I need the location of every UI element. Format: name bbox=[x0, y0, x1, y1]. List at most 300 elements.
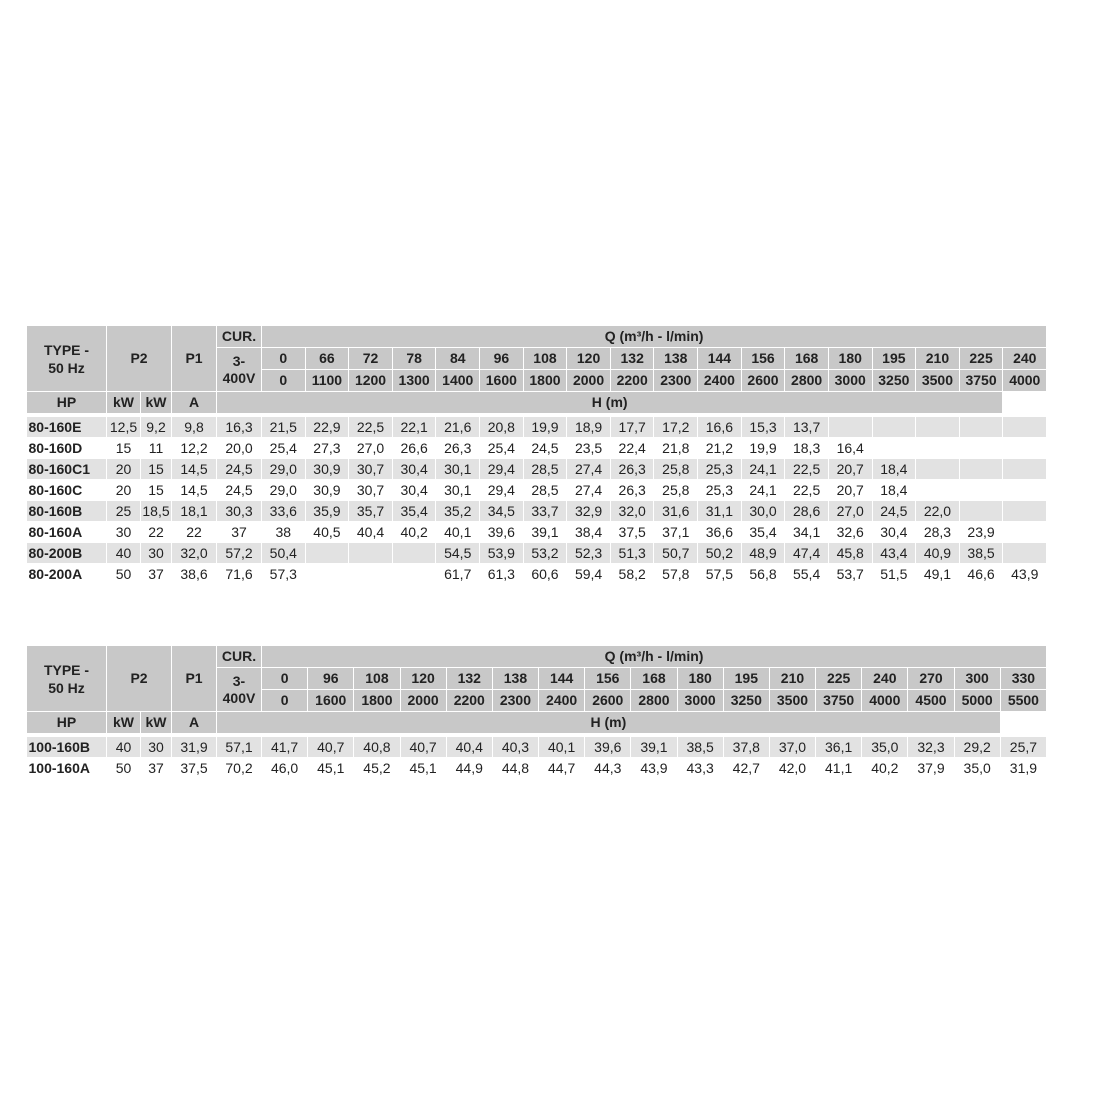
q-lmin-cell: 3250 bbox=[723, 690, 769, 712]
head-cell: 37,9 bbox=[908, 758, 954, 779]
kw-header: kW bbox=[107, 392, 141, 414]
q-m3h-cell: 96 bbox=[308, 668, 354, 690]
amp-cell: 24,5 bbox=[217, 459, 262, 480]
p1-cell: 9,8 bbox=[172, 417, 217, 438]
q-m3h-cell: 270 bbox=[908, 668, 954, 690]
q-m3h-cell: 138 bbox=[654, 348, 698, 370]
head-cell: 34,1 bbox=[785, 522, 829, 543]
head-cell: 43,3 bbox=[677, 758, 723, 779]
q-m3h-cell: 138 bbox=[492, 668, 538, 690]
q-m3h-cell: 168 bbox=[631, 668, 677, 690]
head-cell: 36,6 bbox=[698, 522, 742, 543]
q-lmin-cell: 2300 bbox=[654, 370, 698, 392]
head-cell: 55,4 bbox=[785, 564, 829, 585]
head-cell: 24,1 bbox=[741, 459, 785, 480]
head-cell: 19,9 bbox=[523, 417, 567, 438]
p1-kw-header: kW bbox=[141, 392, 172, 414]
head-cell bbox=[349, 564, 393, 585]
head-cell: 22,9 bbox=[305, 417, 349, 438]
head-cell bbox=[1003, 459, 1047, 480]
head-cell: 24,1 bbox=[741, 480, 785, 501]
head-cell bbox=[305, 543, 349, 564]
head-cell: 22,5 bbox=[785, 459, 829, 480]
head-cell: 18,9 bbox=[567, 417, 611, 438]
kw-cell: 22 bbox=[141, 522, 172, 543]
model-cell: 80-160B bbox=[27, 501, 107, 522]
head-cell: 30,1 bbox=[436, 480, 480, 501]
q-m3h-cell: 240 bbox=[862, 668, 908, 690]
head-cell: 57,8 bbox=[654, 564, 698, 585]
head-cell: 44,7 bbox=[539, 758, 585, 779]
head-cell: 40,2 bbox=[862, 758, 908, 779]
voltage-value: 400V bbox=[222, 689, 256, 706]
head-cell: 48,9 bbox=[741, 543, 785, 564]
q-lmin-cell: 3750 bbox=[959, 370, 1003, 392]
head-cell: 23,5 bbox=[567, 438, 611, 459]
head-cell: 28,5 bbox=[523, 480, 567, 501]
hp-cell: 12,5 bbox=[107, 417, 141, 438]
head-cell bbox=[1003, 501, 1047, 522]
q-lmin-cell: 2400 bbox=[539, 690, 585, 712]
head-cell: 25,8 bbox=[654, 459, 698, 480]
kw-cell: 37 bbox=[141, 564, 172, 585]
head-cell: 36,1 bbox=[816, 737, 862, 758]
model-cell: 100-160A bbox=[27, 758, 107, 779]
kw-cell: 37 bbox=[141, 758, 172, 779]
head-cell bbox=[916, 480, 960, 501]
q-m3h-cell: 96 bbox=[480, 348, 524, 370]
kw-cell: 15 bbox=[141, 480, 172, 501]
head-cell bbox=[959, 459, 1003, 480]
head-cell: 53,2 bbox=[523, 543, 567, 564]
head-cell: 19,9 bbox=[741, 438, 785, 459]
head-cell bbox=[872, 438, 916, 459]
cur-header: CUR. bbox=[217, 646, 262, 668]
hp-cell: 25 bbox=[107, 501, 141, 522]
head-cell: 21,6 bbox=[436, 417, 480, 438]
head-cell: 33,7 bbox=[523, 501, 567, 522]
model-cell: 80-160C1 bbox=[27, 459, 107, 480]
amp-cell: 20,0 bbox=[217, 438, 262, 459]
q-lmin-cell: 5500 bbox=[1000, 690, 1046, 712]
kw-cell: 30 bbox=[141, 543, 172, 564]
head-cell bbox=[1003, 438, 1047, 459]
head-cell: 45,1 bbox=[308, 758, 354, 779]
head-cell: 17,2 bbox=[654, 417, 698, 438]
head-cell: 57,3 bbox=[262, 564, 306, 585]
head-cell: 44,8 bbox=[492, 758, 538, 779]
table-row bbox=[27, 417, 1047, 438]
head-cell: 50,4 bbox=[262, 543, 306, 564]
q-lmin-cell: 3000 bbox=[677, 690, 723, 712]
head-cell: 21,8 bbox=[654, 438, 698, 459]
head-cell: 56,8 bbox=[741, 564, 785, 585]
head-cell: 58,2 bbox=[610, 564, 654, 585]
amp-header: A bbox=[172, 712, 217, 734]
hp-cell: 20 bbox=[107, 459, 141, 480]
q-lmin-cell: 1300 bbox=[392, 370, 436, 392]
head-cell: 22,5 bbox=[349, 417, 393, 438]
type-header bbox=[27, 326, 107, 392]
q-lmin-cell: 4000 bbox=[1003, 370, 1047, 392]
amp-cell: 71,6 bbox=[217, 564, 262, 585]
model-cell: 80-160E bbox=[27, 417, 107, 438]
q-m3h-cell: 108 bbox=[523, 348, 567, 370]
q-lmin-cell: 2800 bbox=[631, 690, 677, 712]
q-lmin-cell: 1100 bbox=[305, 370, 349, 392]
q-lmin-cell: 3500 bbox=[916, 370, 960, 392]
head-cell: 35,4 bbox=[392, 501, 436, 522]
hp-cell: 30 bbox=[107, 522, 141, 543]
performance-table-100 bbox=[26, 645, 1047, 779]
head-cell: 61,3 bbox=[480, 564, 524, 585]
head-cell: 46,6 bbox=[959, 564, 1003, 585]
head-cell: 50,7 bbox=[654, 543, 698, 564]
q-lmin-cell: 1600 bbox=[480, 370, 524, 392]
q-m3h-cell: 0 bbox=[262, 668, 308, 690]
head-cell bbox=[1003, 417, 1047, 438]
head-cell: 45,8 bbox=[828, 543, 872, 564]
head-cell: 40,7 bbox=[400, 737, 446, 758]
head-cell: 35,4 bbox=[741, 522, 785, 543]
q-m3h-cell: 78 bbox=[392, 348, 436, 370]
head-cell: 29,4 bbox=[480, 480, 524, 501]
hp-header: HP bbox=[27, 712, 107, 734]
head-cell: 35,7 bbox=[349, 501, 393, 522]
head-cell: 32,3 bbox=[908, 737, 954, 758]
head-cell: 27,0 bbox=[349, 438, 393, 459]
head-cell: 39,1 bbox=[523, 522, 567, 543]
head-cell: 15,3 bbox=[741, 417, 785, 438]
q-m3h-cell: 66 bbox=[305, 348, 349, 370]
head-cell: 35,0 bbox=[954, 758, 1000, 779]
table-row bbox=[27, 522, 1047, 543]
kw-cell: 30 bbox=[141, 737, 172, 758]
q-lmin-cell: 2000 bbox=[567, 370, 611, 392]
head-cell: 20,7 bbox=[828, 459, 872, 480]
head-cell: 32,9 bbox=[567, 501, 611, 522]
head-cell: 20,7 bbox=[828, 480, 872, 501]
head-cell: 37,5 bbox=[610, 522, 654, 543]
head-cell: 45,1 bbox=[400, 758, 446, 779]
q-lmin-cell: 3500 bbox=[769, 690, 815, 712]
hp-cell: 50 bbox=[107, 758, 141, 779]
q-m3h-cell: 72 bbox=[349, 348, 393, 370]
head-cell: 34,5 bbox=[480, 501, 524, 522]
table-row bbox=[27, 758, 1047, 779]
head-cell: 39,6 bbox=[480, 522, 524, 543]
head-cell: 30,9 bbox=[305, 459, 349, 480]
head-cell: 40,8 bbox=[354, 737, 400, 758]
head-cell: 39,6 bbox=[585, 737, 631, 758]
head-cell: 25,4 bbox=[262, 438, 306, 459]
header-row-1 bbox=[27, 646, 1047, 668]
head-cell: 46,0 bbox=[262, 758, 308, 779]
head-cell: 40,1 bbox=[539, 737, 585, 758]
head-cell: 31,6 bbox=[654, 501, 698, 522]
table-row bbox=[27, 459, 1047, 480]
head-cell: 40,7 bbox=[308, 737, 354, 758]
head-cell bbox=[959, 438, 1003, 459]
head-cell: 37,8 bbox=[723, 737, 769, 758]
hp-cell: 20 bbox=[107, 480, 141, 501]
table-row bbox=[27, 564, 1047, 585]
head-cell: 30,9 bbox=[305, 480, 349, 501]
voltage-header bbox=[217, 348, 262, 392]
table-1-header bbox=[27, 326, 1047, 414]
head-cell: 30,7 bbox=[349, 480, 393, 501]
head-cell: 25,3 bbox=[698, 480, 742, 501]
p2-header: P2 bbox=[107, 646, 172, 712]
p1-cell: 31,9 bbox=[172, 737, 217, 758]
head-cell bbox=[916, 438, 960, 459]
h-header: H (m) bbox=[217, 392, 1003, 414]
voltage-value: 400V bbox=[222, 369, 256, 386]
head-cell: 26,6 bbox=[392, 438, 436, 459]
head-cell bbox=[392, 543, 436, 564]
head-cell: 51,3 bbox=[610, 543, 654, 564]
header-row-1 bbox=[27, 326, 1047, 348]
head-cell: 40,5 bbox=[305, 522, 349, 543]
amp-cell: 24,5 bbox=[217, 480, 262, 501]
voltage-phase: 3- bbox=[232, 672, 246, 689]
head-cell: 30,7 bbox=[349, 459, 393, 480]
head-cell: 53,9 bbox=[480, 543, 524, 564]
hp-header: HP bbox=[27, 392, 107, 414]
cur-header: CUR. bbox=[217, 326, 262, 348]
head-cell: 50,2 bbox=[698, 543, 742, 564]
p1-cell: 37,5 bbox=[172, 758, 217, 779]
head-cell: 16,6 bbox=[698, 417, 742, 438]
hp-cell: 50 bbox=[107, 564, 141, 585]
p1-cell: 14,5 bbox=[172, 459, 217, 480]
q-lmin-cell: 2400 bbox=[698, 370, 742, 392]
model-cell: 100-160B bbox=[27, 737, 107, 758]
kw-cell: 11 bbox=[141, 438, 172, 459]
kw-cell: 15 bbox=[141, 459, 172, 480]
head-cell: 23,9 bbox=[959, 522, 1003, 543]
head-cell: 27,0 bbox=[828, 501, 872, 522]
model-cell: 80-160A bbox=[27, 522, 107, 543]
head-cell: 21,2 bbox=[698, 438, 742, 459]
q-m3h-cell: 300 bbox=[954, 668, 1000, 690]
p1-cell: 32,0 bbox=[172, 543, 217, 564]
head-cell: 43,4 bbox=[872, 543, 916, 564]
head-cell bbox=[392, 564, 436, 585]
head-cell: 38,4 bbox=[567, 522, 611, 543]
head-cell: 25,3 bbox=[698, 459, 742, 480]
table-2-body bbox=[27, 734, 1047, 779]
q-lmin-cell: 3250 bbox=[872, 370, 916, 392]
head-cell: 30,4 bbox=[392, 459, 436, 480]
q-lmin-cell: 0 bbox=[262, 690, 308, 712]
type-header-label: TYPE - bbox=[43, 341, 90, 358]
head-cell: 29,0 bbox=[262, 459, 306, 480]
q-lmin-cell: 0 bbox=[262, 370, 306, 392]
q-m3h-cell: 195 bbox=[872, 348, 916, 370]
head-cell bbox=[305, 564, 349, 585]
model-cell: 80-200A bbox=[27, 564, 107, 585]
table-row bbox=[27, 737, 1047, 758]
head-cell bbox=[872, 417, 916, 438]
hp-cell: 15 bbox=[107, 438, 141, 459]
header-row-4 bbox=[27, 712, 1047, 734]
q-m3h-cell: 330 bbox=[1000, 668, 1046, 690]
head-cell: 45,2 bbox=[354, 758, 400, 779]
head-cell: 22,5 bbox=[785, 480, 829, 501]
p1-cell: 12,2 bbox=[172, 438, 217, 459]
head-cell: 24,5 bbox=[872, 501, 916, 522]
q-m3h-cell: 132 bbox=[446, 668, 492, 690]
table-row bbox=[27, 438, 1047, 459]
amp-cell: 16,3 bbox=[217, 417, 262, 438]
head-cell: 35,9 bbox=[305, 501, 349, 522]
head-cell: 26,3 bbox=[610, 480, 654, 501]
head-cell: 30,4 bbox=[392, 480, 436, 501]
amp-cell: 57,2 bbox=[217, 543, 262, 564]
q-m3h-cell: 225 bbox=[816, 668, 862, 690]
head-cell: 24,5 bbox=[523, 438, 567, 459]
q-m3h-cell: 180 bbox=[828, 348, 872, 370]
head-cell: 29,0 bbox=[262, 480, 306, 501]
q-lmin-cell: 2600 bbox=[585, 690, 631, 712]
head-cell: 25,4 bbox=[480, 438, 524, 459]
p1-cell: 38,6 bbox=[172, 564, 217, 585]
head-cell bbox=[1003, 480, 1047, 501]
head-cell bbox=[959, 417, 1003, 438]
q-lmin-cell: 4000 bbox=[862, 690, 908, 712]
head-cell bbox=[349, 543, 393, 564]
head-cell: 59,4 bbox=[567, 564, 611, 585]
voltage-phase: 3- bbox=[232, 352, 246, 369]
header-row-4 bbox=[27, 392, 1047, 414]
head-cell: 61,7 bbox=[436, 564, 480, 585]
model-cell: 80-160D bbox=[27, 438, 107, 459]
h-header: H (m) bbox=[217, 712, 1001, 734]
head-cell: 40,4 bbox=[446, 737, 492, 758]
model-cell: 80-200B bbox=[27, 543, 107, 564]
head-cell: 44,9 bbox=[446, 758, 492, 779]
q-m3h-cell: 210 bbox=[769, 668, 815, 690]
head-cell: 37,0 bbox=[769, 737, 815, 758]
table-2-header bbox=[27, 646, 1047, 734]
q-m3h-cell: 168 bbox=[785, 348, 829, 370]
head-cell: 49,1 bbox=[916, 564, 960, 585]
q-lmin-cell: 1600 bbox=[308, 690, 354, 712]
head-cell: 31,9 bbox=[1000, 758, 1046, 779]
amp-cell: 57,1 bbox=[217, 737, 262, 758]
q-m3h-cell: 108 bbox=[354, 668, 400, 690]
head-cell: 29,2 bbox=[954, 737, 1000, 758]
head-cell: 41,7 bbox=[262, 737, 308, 758]
kw-header: kW bbox=[107, 712, 141, 734]
head-cell: 54,5 bbox=[436, 543, 480, 564]
q-m3h-cell: 84 bbox=[436, 348, 480, 370]
head-cell: 31,1 bbox=[698, 501, 742, 522]
head-cell: 38,5 bbox=[677, 737, 723, 758]
head-cell: 27,4 bbox=[567, 480, 611, 501]
head-cell: 41,1 bbox=[816, 758, 862, 779]
p1-cell: 18,1 bbox=[172, 501, 217, 522]
type-header-hz: 50 Hz bbox=[48, 679, 85, 696]
p1-kw-header: kW bbox=[141, 712, 172, 734]
model-cell: 80-160C bbox=[27, 480, 107, 501]
head-cell: 32,0 bbox=[610, 501, 654, 522]
head-cell: 18,3 bbox=[785, 438, 829, 459]
head-cell: 28,5 bbox=[523, 459, 567, 480]
q-lmin-cell: 5000 bbox=[954, 690, 1000, 712]
head-cell: 44,3 bbox=[585, 758, 631, 779]
head-cell: 47,4 bbox=[785, 543, 829, 564]
head-cell: 40,2 bbox=[392, 522, 436, 543]
head-cell: 29,4 bbox=[480, 459, 524, 480]
q-m3h-cell: 156 bbox=[585, 668, 631, 690]
head-cell: 27,4 bbox=[567, 459, 611, 480]
q-m3h-cell: 144 bbox=[539, 668, 585, 690]
head-cell: 18,4 bbox=[872, 459, 916, 480]
head-cell: 57,5 bbox=[698, 564, 742, 585]
head-cell: 28,3 bbox=[916, 522, 960, 543]
head-cell: 30,0 bbox=[741, 501, 785, 522]
q-m3h-cell: 120 bbox=[567, 348, 611, 370]
head-cell: 22,0 bbox=[916, 501, 960, 522]
q-lmin-cell: 1800 bbox=[523, 370, 567, 392]
q-lmin-cell: 3000 bbox=[828, 370, 872, 392]
q-m3h-cell: 144 bbox=[698, 348, 742, 370]
head-cell: 22,1 bbox=[392, 417, 436, 438]
head-cell: 30,4 bbox=[872, 522, 916, 543]
q-lmin-cell: 1800 bbox=[354, 690, 400, 712]
q-lmin-cell: 2000 bbox=[400, 690, 446, 712]
head-cell bbox=[959, 480, 1003, 501]
q-header: Q (m³/h - l/min) bbox=[262, 646, 1047, 668]
head-cell bbox=[828, 417, 872, 438]
head-cell: 43,9 bbox=[1003, 564, 1047, 585]
q-m3h-cell: 156 bbox=[741, 348, 785, 370]
q-header: Q (m³/h - l/min) bbox=[262, 326, 1047, 348]
head-cell: 40,3 bbox=[492, 737, 538, 758]
q-lmin-cell: 2200 bbox=[610, 370, 654, 392]
head-cell bbox=[959, 501, 1003, 522]
amp-cell: 37 bbox=[217, 522, 262, 543]
head-cell: 40,9 bbox=[916, 543, 960, 564]
q-lmin-cell: 2200 bbox=[446, 690, 492, 712]
head-cell: 42,7 bbox=[723, 758, 769, 779]
q-m3h-cell: 180 bbox=[677, 668, 723, 690]
head-cell: 37,1 bbox=[654, 522, 698, 543]
type-header bbox=[27, 646, 107, 712]
kw-cell: 18,5 bbox=[141, 501, 172, 522]
head-cell: 18,4 bbox=[872, 480, 916, 501]
q-lmin-cell: 1400 bbox=[436, 370, 480, 392]
head-cell: 38 bbox=[262, 522, 306, 543]
head-cell: 13,7 bbox=[785, 417, 829, 438]
table-row bbox=[27, 543, 1047, 564]
head-cell: 17,7 bbox=[610, 417, 654, 438]
type-header-label: TYPE - bbox=[43, 661, 90, 678]
p1-header: P1 bbox=[172, 326, 217, 392]
head-cell: 42,0 bbox=[769, 758, 815, 779]
head-cell: 51,5 bbox=[872, 564, 916, 585]
amp-cell: 70,2 bbox=[217, 758, 262, 779]
head-cell bbox=[1003, 522, 1047, 543]
head-cell: 25,8 bbox=[654, 480, 698, 501]
kw-cell: 9,2 bbox=[141, 417, 172, 438]
hp-cell: 40 bbox=[107, 543, 141, 564]
head-cell: 25,7 bbox=[1000, 737, 1046, 758]
amp-header: A bbox=[172, 392, 217, 414]
q-m3h-cell: 0 bbox=[262, 348, 306, 370]
